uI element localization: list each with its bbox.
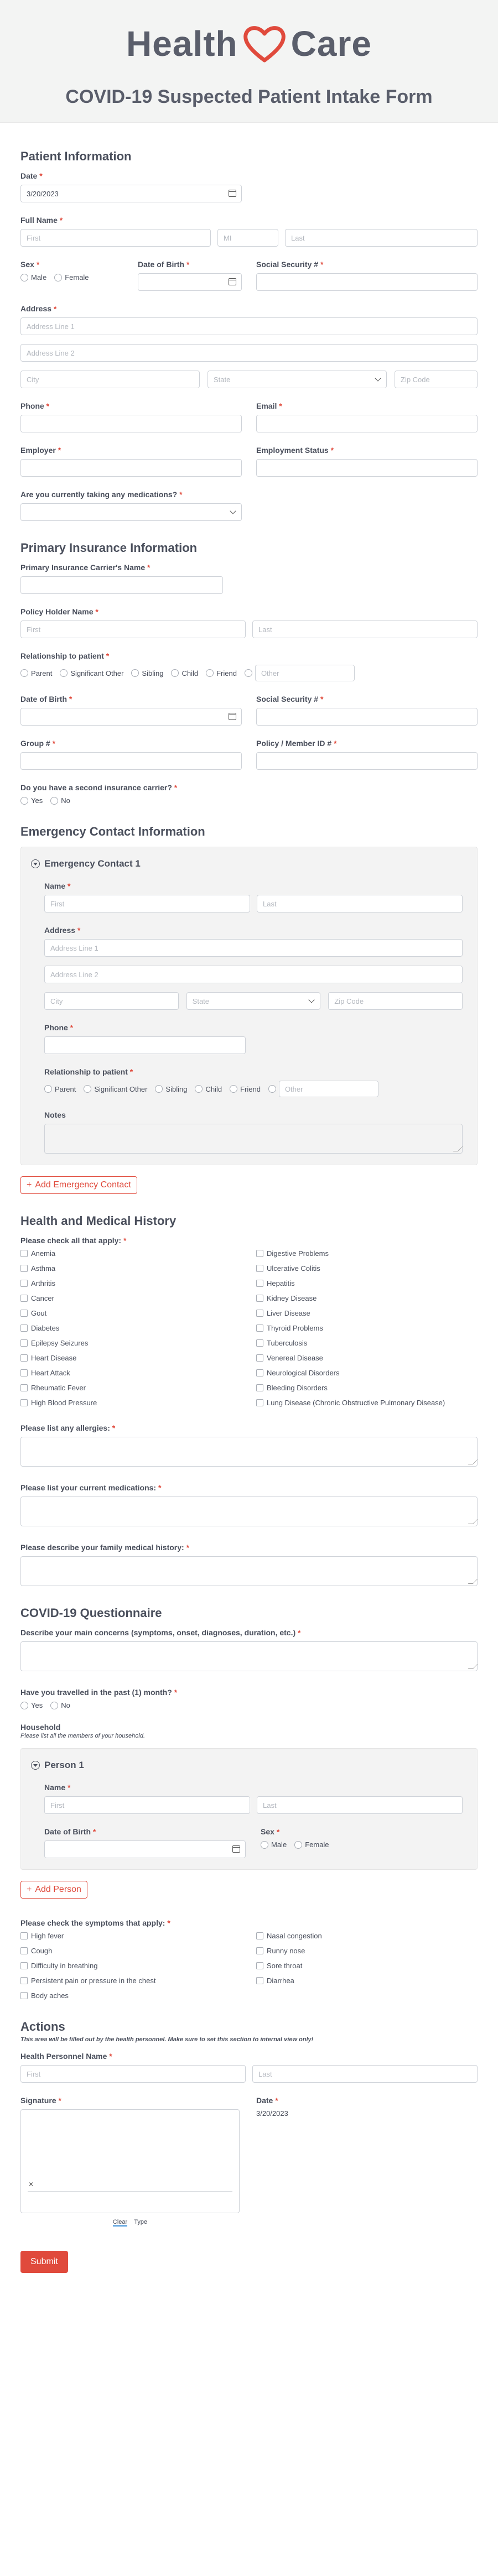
- condition-asthma-checkbox[interactable]: [20, 1264, 242, 1273]
- policy-id-label: Policy / Member ID # *: [256, 739, 337, 748]
- holder-last-input[interactable]: Last: [252, 620, 478, 638]
- insured-ssn-label: Social Security # *: [256, 695, 324, 703]
- household-person-panel: [20, 1748, 478, 1870]
- holder-first-input[interactable]: First: [20, 620, 246, 638]
- symptom-label: Body aches: [31, 1991, 69, 2000]
- symptom-label: Runny nose: [267, 1947, 305, 1955]
- relationship-other-radio[interactable]: [245, 665, 355, 681]
- form-title: COVID-19 Suspected Patient Intake Form: [65, 86, 433, 107]
- relationship-significant-other-radio[interactable]: Significant Other: [60, 669, 123, 677]
- current-medications-label: Please list your current medications: *: [20, 1483, 162, 1492]
- insured-dob-input[interactable]: [20, 708, 242, 726]
- logo-word-care: Care: [290, 24, 372, 64]
- condition-bleeding-disorders-checkbox[interactable]: [256, 1384, 478, 1392]
- policy-holder-label: Policy Holder Name *: [20, 607, 98, 616]
- travel-label: Have you travelled in the past (1) month? *: [20, 1688, 178, 1697]
- covid-section-title: COVID-19 Questionnaire: [20, 1606, 162, 1620]
- symptom-runny-nose-checkbox[interactable]: [256, 1947, 478, 1955]
- group-number-label: Group # *: [20, 739, 56, 748]
- checkbox-icon[interactable]: [20, 1384, 28, 1391]
- checkbox-icon[interactable]: [20, 1295, 28, 1302]
- ec-phone-input[interactable]: [44, 1036, 246, 1054]
- emergency-contact-panel: [20, 847, 478, 1165]
- ssn-input[interactable]: [256, 273, 478, 291]
- checkbox-icon[interactable]: [256, 1399, 263, 1406]
- personnel-first-input[interactable]: First: [20, 2065, 246, 2083]
- signature-type-button[interactable]: Type: [134, 2219, 148, 2225]
- symptom-sore-throat-checkbox[interactable]: [256, 1962, 478, 1970]
- person-dob-input[interactable]: [44, 1840, 246, 1858]
- symptom-diarrhea-checkbox[interactable]: [256, 1977, 478, 1985]
- condition-epilepsy-seizures-checkbox[interactable]: [20, 1339, 242, 1347]
- person-sex-female-radio[interactable]: Female: [294, 1840, 329, 1849]
- condition-lung-disease-chronic-obstructive-pulmonary-disease-checkbox[interactable]: [256, 1399, 478, 1407]
- checkbox-icon[interactable]: [256, 1339, 263, 1347]
- condition-hepatitis-checkbox[interactable]: [256, 1279, 478, 1287]
- middle-initial-input[interactable]: MI: [217, 229, 278, 247]
- form-body: [20, 123, 478, 2284]
- insurance-relationship-label: Relationship to patient *: [20, 651, 110, 660]
- symptom-body-aches-checkbox[interactable]: [20, 1991, 242, 2000]
- actions-section-title: Actions: [20, 2020, 65, 2033]
- condition-thyroid-problems-checkbox[interactable]: [256, 1324, 478, 1332]
- checkbox-icon[interactable]: [20, 1324, 28, 1332]
- checkbox-icon[interactable]: [20, 1947, 28, 1954]
- heart-icon: [242, 24, 287, 64]
- page-header: [0, 0, 498, 123]
- sex-label: Sex *: [20, 260, 40, 269]
- ec-address-line1-input[interactable]: Address Line 1: [44, 939, 463, 957]
- symptoms-checklist: [20, 1932, 478, 2000]
- condition-heart-attack-checkbox[interactable]: [20, 1369, 242, 1377]
- checkbox-icon[interactable]: [256, 1265, 263, 1272]
- zip-input[interactable]: Zip Code: [395, 371, 478, 388]
- medications-select[interactable]: [20, 503, 242, 521]
- signature-clear-button[interactable]: Clear: [112, 2219, 128, 2225]
- signature-x-mark: ×: [29, 2179, 34, 2188]
- travel-no-radio[interactable]: No: [50, 1701, 70, 1709]
- condition-gout-checkbox[interactable]: [20, 1309, 242, 1317]
- employment-status-input[interactable]: [256, 459, 478, 477]
- date-input[interactable]: 3/20/2023: [20, 185, 242, 202]
- checkbox-icon[interactable]: [20, 1369, 28, 1376]
- address-line2-input[interactable]: Address Line 2: [20, 344, 478, 362]
- condition-anemia-checkbox[interactable]: [20, 1249, 242, 1258]
- ec-relationship-other-input[interactable]: Other: [279, 1081, 378, 1097]
- condition-label: Asthma: [31, 1264, 56, 1273]
- city-input[interactable]: City: [20, 371, 200, 388]
- checkbox-icon[interactable]: [256, 1324, 263, 1332]
- history-section-title: Health and Medical History: [20, 1214, 177, 1228]
- checkbox-icon[interactable]: [256, 1947, 263, 1954]
- ec-name-label: Name *: [44, 882, 71, 890]
- second-carrier-label: Do you have a second insurance carrier? *: [20, 783, 178, 792]
- checkbox-icon[interactable]: [20, 1992, 28, 1999]
- symptom-high-fever-checkbox[interactable]: [20, 1932, 242, 1940]
- ec-notes-textarea[interactable]: [44, 1124, 463, 1154]
- concerns-label: Describe your main concerns (symptoms, onset, diagnoses, duration, etc.) *: [20, 1628, 301, 1637]
- checkbox-icon[interactable]: [256, 1250, 263, 1257]
- relationship-parent-radio[interactable]: Parent: [20, 669, 52, 677]
- condition-label: Thyroid Problems: [267, 1324, 323, 1332]
- ec-relationship-child-radio[interactable]: Child: [195, 1085, 222, 1093]
- condition-high-blood-pressure-checkbox[interactable]: [20, 1399, 242, 1407]
- condition-label: Tuberculosis: [267, 1339, 308, 1347]
- condition-heart-disease-checkbox[interactable]: [20, 1354, 242, 1362]
- condition-label: Neurological Disorders: [267, 1369, 340, 1377]
- symptoms-label: Please check the symptoms that apply: *: [20, 1918, 170, 1927]
- condition-kidney-disease-checkbox[interactable]: [256, 1294, 478, 1302]
- person-sex-label: Sex *: [261, 1827, 280, 1836]
- checkbox-icon[interactable]: [256, 1310, 263, 1317]
- ec-relationship-sibling-radio[interactable]: Sibling: [155, 1085, 187, 1093]
- checkbox-icon[interactable]: [20, 1977, 28, 1984]
- checkbox-icon[interactable]: [20, 1962, 28, 1969]
- checkbox-icon[interactable]: [256, 1962, 263, 1969]
- dob-input[interactable]: [138, 273, 242, 291]
- actions-date-label: Date *: [256, 2096, 278, 2105]
- person-last-input[interactable]: Last: [257, 1796, 463, 1814]
- symptom-label: Nasal congestion: [267, 1932, 322, 1940]
- relationship-other-input[interactable]: Other: [255, 665, 355, 681]
- concerns-textarea[interactable]: [20, 1641, 478, 1671]
- checkbox-icon[interactable]: [256, 1280, 263, 1287]
- second-carrier-yes-radio[interactable]: Yes: [20, 796, 43, 805]
- condition-arthritis-checkbox[interactable]: [20, 1279, 242, 1287]
- checkbox-icon[interactable]: [256, 1977, 263, 1984]
- condition-label: Heart Attack: [31, 1369, 70, 1377]
- logo-word-health: Health: [126, 24, 238, 64]
- condition-ulcerative-colitis-checkbox[interactable]: [256, 1264, 478, 1273]
- checkbox-icon[interactable]: [20, 1310, 28, 1317]
- checkbox-icon[interactable]: [256, 1295, 263, 1302]
- second-carrier-no-radio[interactable]: No: [50, 796, 70, 805]
- insured-dob-label: Date of Birth *: [20, 695, 72, 703]
- personnel-name-label: Health Personnel Name *: [20, 2052, 112, 2061]
- calendar-icon[interactable]: [229, 278, 236, 285]
- signature-label: Signature *: [20, 2096, 61, 2105]
- checkbox-icon[interactable]: [20, 1354, 28, 1362]
- insured-ssn-input[interactable]: [256, 708, 478, 726]
- calendar-icon[interactable]: [232, 1845, 240, 1853]
- ec-relationship-other-radio[interactable]: [268, 1081, 378, 1097]
- family-history-textarea[interactable]: [20, 1556, 478, 1586]
- relationship-sibling-radio[interactable]: Sibling: [131, 669, 163, 677]
- symptom-label: Difficulty in breathing: [31, 1962, 98, 1970]
- address-line1-input[interactable]: Address Line 1: [20, 317, 478, 335]
- family-history-label: Please describe your family medical history: *: [20, 1543, 190, 1552]
- phone-input[interactable]: [20, 415, 242, 432]
- plus-icon: +: [27, 1885, 32, 1894]
- group-number-input[interactable]: [20, 752, 242, 770]
- symptom-label: Cough: [31, 1947, 53, 1955]
- person-dob-label: Date of Birth *: [44, 1827, 96, 1836]
- employer-label: Employer *: [20, 446, 61, 455]
- condition-label: Gout: [31, 1309, 47, 1317]
- condition-cancer-checkbox[interactable]: [20, 1294, 242, 1302]
- patient-section-title: Patient Information: [20, 149, 132, 163]
- travel-yes-radio[interactable]: Yes: [20, 1701, 43, 1709]
- calendar-icon[interactable]: [229, 713, 236, 720]
- condition-tuberculosis-checkbox[interactable]: [256, 1339, 478, 1347]
- allergies-label: Please list any allergies: *: [20, 1423, 116, 1432]
- ec-notes-label: Notes: [44, 1110, 66, 1119]
- address-label: Address *: [20, 304, 57, 313]
- dob-label: Date of Birth *: [138, 260, 190, 269]
- personnel-last-input[interactable]: Last: [252, 2065, 478, 2083]
- collapse-icon[interactable]: [31, 1761, 40, 1770]
- condition-label: Rheumatic Fever: [31, 1384, 86, 1392]
- checkbox-icon[interactable]: [256, 1384, 263, 1391]
- sex-female-radio[interactable]: Female: [54, 273, 89, 281]
- symptom-label: Persistent pain or pressure in the chest: [31, 1977, 156, 1985]
- condition-label: Kidney Disease: [267, 1294, 317, 1302]
- ec-relationship-friend-radio[interactable]: Friend: [230, 1085, 261, 1093]
- ec-first-input[interactable]: First: [44, 895, 250, 912]
- condition-label: Digestive Problems: [267, 1249, 329, 1258]
- email-input[interactable]: [256, 415, 478, 432]
- logo: [0, 0, 498, 66]
- checkbox-icon[interactable]: [20, 1280, 28, 1287]
- condition-label: Anemia: [31, 1249, 56, 1258]
- ec-state-select[interactable]: State: [186, 992, 321, 1010]
- signature-line: [28, 2191, 232, 2192]
- condition-label: Heart Disease: [31, 1354, 77, 1362]
- symptom-label: High fever: [31, 1932, 64, 1940]
- condition-rheumatic-fever-checkbox[interactable]: [20, 1384, 242, 1392]
- phone-label: Phone *: [20, 401, 50, 410]
- condition-liver-disease-checkbox[interactable]: [256, 1309, 478, 1317]
- ec-address-label: Address *: [44, 926, 81, 935]
- state-select[interactable]: State: [208, 371, 387, 388]
- condition-label: Cancer: [31, 1294, 54, 1302]
- employment-status-label: Employment Status *: [256, 446, 334, 455]
- condition-label: Liver Disease: [267, 1309, 310, 1317]
- checkbox-icon[interactable]: [20, 1339, 28, 1347]
- current-medications-textarea[interactable]: [20, 1496, 478, 1526]
- person-first-input[interactable]: First: [44, 1796, 250, 1814]
- relationship-child-radio[interactable]: Child: [171, 669, 198, 677]
- condition-label: Epilepsy Seizures: [31, 1339, 89, 1347]
- ec-address-line2-input[interactable]: Address Line 2: [44, 966, 463, 983]
- relationship-friend-radio[interactable]: Friend: [206, 669, 237, 677]
- insurance-relationship-options: [20, 665, 478, 681]
- signature-pad[interactable]: [20, 2109, 240, 2213]
- household-label: Household: [20, 1723, 61, 1732]
- carrier-input[interactable]: [20, 576, 223, 594]
- condition-digestive-problems-checkbox[interactable]: [256, 1249, 478, 1258]
- add-emergency-contact-button[interactable]: + Add Emergency Contact: [20, 1176, 137, 1194]
- symptom-label: Sore throat: [267, 1962, 303, 1970]
- ec-relationship-significant-other-radio[interactable]: Significant Other: [84, 1085, 147, 1093]
- symptom-nasal-congestion-checkbox[interactable]: [256, 1932, 478, 1940]
- checkbox-icon[interactable]: [256, 1932, 263, 1939]
- add-person-button[interactable]: + Add Person: [20, 1881, 87, 1899]
- ec-phone-label: Phone *: [44, 1023, 74, 1032]
- emergency-contact-panel-title[interactable]: Emergency Contact 1: [31, 858, 463, 869]
- checkbox-icon[interactable]: [256, 1354, 263, 1362]
- condition-venereal-disease-checkbox[interactable]: [256, 1354, 478, 1362]
- condition-label: High Blood Pressure: [31, 1399, 97, 1407]
- fullname-label: Full Name *: [20, 216, 63, 225]
- checkbox-icon[interactable]: [20, 1265, 28, 1272]
- household-note: Please list all the members of your household.: [20, 1733, 146, 1739]
- condition-neurological-disorders-checkbox[interactable]: [256, 1369, 478, 1377]
- person-panel-title[interactable]: Person 1: [31, 1760, 463, 1771]
- calendar-icon[interactable]: [229, 190, 236, 197]
- checkbox-icon[interactable]: [20, 1250, 28, 1257]
- employer-input[interactable]: [20, 459, 242, 477]
- ssn-label: Social Security # *: [256, 260, 324, 269]
- conditions-checklist: [20, 1249, 478, 1407]
- insurance-section-title: Primary Insurance Information: [20, 541, 198, 555]
- emergency-section-title: Emergency Contact Information: [20, 825, 205, 838]
- condition-label: Hepatitis: [267, 1279, 295, 1287]
- allergies-textarea[interactable]: [20, 1437, 478, 1467]
- symptom-difficulty-in-breathing-checkbox[interactable]: [20, 1962, 242, 1970]
- actions-note: This area will be filled out by the health personnel. Make sure to set this section to internal view only!: [20, 2036, 314, 2043]
- person-sex-male-radio[interactable]: Male: [261, 1840, 287, 1849]
- sex-male-radio[interactable]: Male: [20, 273, 46, 281]
- checkbox-icon[interactable]: [256, 1369, 263, 1376]
- ec-relationship-parent-radio[interactable]: Parent: [44, 1085, 76, 1093]
- conditions-label: Please check all that apply: *: [20, 1236, 127, 1245]
- policy-id-input[interactable]: [256, 752, 478, 770]
- condition-diabetes-checkbox[interactable]: [20, 1324, 242, 1332]
- condition-label: Diabetes: [31, 1324, 60, 1332]
- ec-zip-input[interactable]: Zip Code: [328, 992, 463, 1010]
- checkbox-icon[interactable]: [20, 1399, 28, 1406]
- symptom-label: Diarrhea: [267, 1977, 294, 1985]
- symptom-cough-checkbox[interactable]: [20, 1947, 242, 1955]
- actions-date-value: 3/20/2023: [256, 2109, 288, 2118]
- ec-relationship-label: Relationship to patient *: [44, 1067, 133, 1076]
- ec-city-input[interactable]: City: [44, 992, 179, 1010]
- first-name-input[interactable]: First: [20, 229, 211, 247]
- plus-icon: +: [27, 1180, 32, 1190]
- last-name-input[interactable]: Last: [285, 229, 478, 247]
- condition-label: Venereal Disease: [267, 1354, 323, 1362]
- date-label: Date *: [20, 171, 43, 180]
- collapse-icon[interactable]: [31, 859, 40, 868]
- submit-button[interactable]: Submit: [20, 2251, 68, 2273]
- condition-label: Arthritis: [31, 1279, 56, 1287]
- condition-label: Lung Disease (Chronic Obstructive Pulmonary Disease): [267, 1399, 445, 1407]
- condition-label: Ulcerative Colitis: [267, 1264, 320, 1273]
- medications-question-label: Are you currently taking any medications? *: [20, 490, 183, 499]
- condition-label: Bleeding Disorders: [267, 1384, 328, 1392]
- carrier-label: Primary Insurance Carrier's Name *: [20, 563, 151, 572]
- symptom-persistent-pain-or-pressure-in-the-chest-checkbox[interactable]: [20, 1977, 242, 1985]
- person-name-label: Name *: [44, 1783, 71, 1792]
- email-label: Email *: [256, 401, 282, 410]
- ec-last-input[interactable]: Last: [257, 895, 463, 912]
- checkbox-icon[interactable]: [20, 1932, 28, 1939]
